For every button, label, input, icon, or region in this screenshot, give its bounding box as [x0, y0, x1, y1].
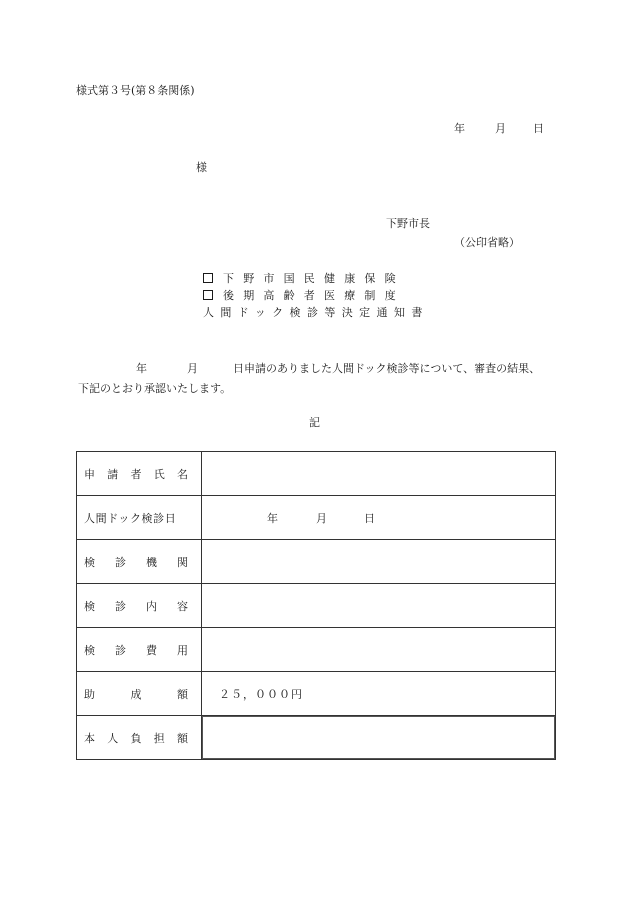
title-option-national-health[interactable] — [203, 270, 429, 287]
ki-heading: 記 — [309, 416, 320, 429]
exam-date-field[interactable] — [202, 496, 556, 540]
issue-date — [454, 122, 544, 136]
row-label: 検診機関 — [77, 540, 202, 584]
checkbox-icon[interactable] — [203, 273, 213, 283]
body-paragraph — [78, 359, 540, 399]
title-option-elderly-medical[interactable] — [203, 287, 429, 304]
document-title — [203, 270, 429, 321]
title-main — [203, 304, 429, 321]
table-row — [77, 672, 556, 716]
body-month: 月 — [187, 362, 198, 375]
title-main-label: 人間ドック検診等決定通知書 — [203, 306, 429, 319]
issuer-name: 下野市長 — [386, 217, 430, 230]
exam-day: 日 — [364, 511, 375, 525]
exam-month: 月 — [316, 511, 327, 525]
title-option-label: 後期高齢者医療制度 — [223, 289, 405, 302]
applicant-name-field[interactable] — [202, 452, 556, 496]
title-option-label: 下野市国民健康保険 — [223, 272, 405, 285]
row-label: 本人負担額 — [77, 716, 202, 760]
row-label: 人間ドック検診日 — [77, 496, 202, 540]
seal-note: （公印省略） — [454, 236, 520, 249]
table-row — [77, 540, 556, 584]
issue-date-year: 年 — [454, 122, 465, 135]
exam-cost-field[interactable] — [202, 628, 556, 672]
exam-institution-field[interactable] — [202, 540, 556, 584]
self-payment-field[interactable] — [202, 716, 556, 760]
row-label: 検診費用 — [77, 628, 202, 672]
table-row — [77, 716, 556, 760]
checkbox-icon[interactable] — [203, 290, 213, 300]
issue-date-day: 日 — [533, 122, 544, 135]
table-row — [77, 496, 556, 540]
row-label: 検診内容 — [77, 584, 202, 628]
body-line-2: 下記のとおり承認いたします。 — [78, 382, 232, 395]
exam-year: 年 — [267, 511, 278, 525]
table-row — [77, 452, 556, 496]
row-label: 助成額 — [77, 672, 202, 716]
body-line-1-rest: 日申請のありました人間ドック検診等について、審査の結果、 — [233, 362, 541, 375]
issue-date-month: 月 — [495, 122, 506, 135]
table-row — [77, 628, 556, 672]
table-row — [77, 584, 556, 628]
exam-content-field[interactable] — [202, 584, 556, 628]
addressee-suffix: 様 — [196, 161, 207, 174]
body-year: 年 — [136, 362, 147, 375]
form-number: 様式第３号(第８条関係) — [76, 84, 195, 97]
subsidy-amount-value: ２５，０００円 — [202, 672, 556, 716]
body-line-1 — [78, 359, 540, 379]
row-label: 申請者氏名 — [77, 452, 202, 496]
details-table — [76, 451, 556, 760]
